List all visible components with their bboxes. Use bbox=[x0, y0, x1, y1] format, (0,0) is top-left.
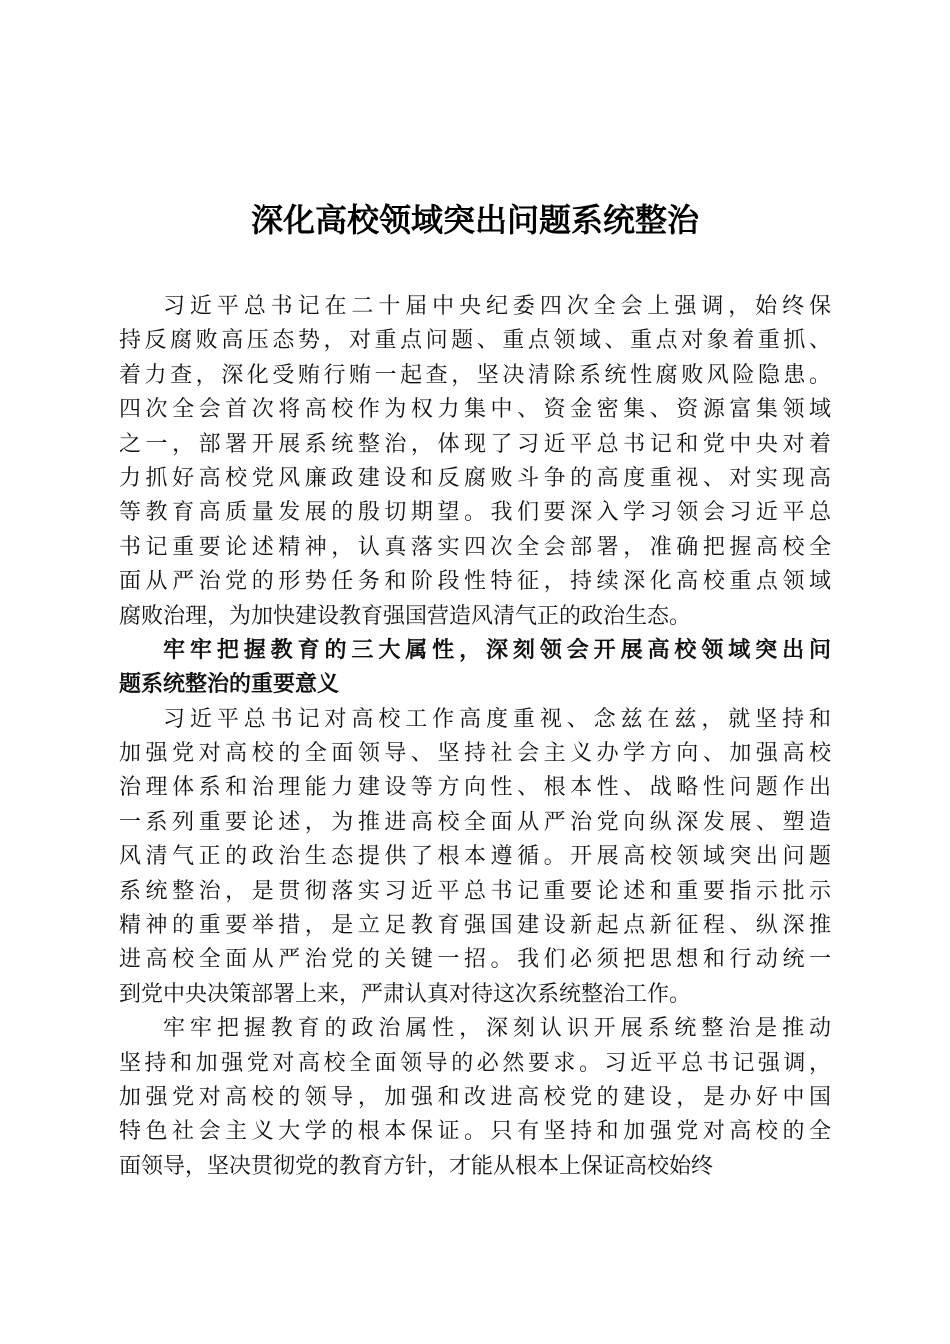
text-line: 治理体系和治理能力建设等方向性、根本性、战略性问题作出 bbox=[119, 775, 831, 801]
body-paragraph bbox=[119, 290, 831, 634]
text-line: 习近平总书记对高校工作高度重视、念兹在兹，就坚持和 bbox=[163, 706, 831, 732]
text-line: 进高校全面从严治党的关键一招。我们必须把思想和行动统一 bbox=[119, 947, 831, 973]
text-line: 风清气正的政治生态提供了根本遵循。开展高校领域突出问题 bbox=[119, 844, 831, 870]
body-paragraph bbox=[119, 703, 831, 1013]
document-body bbox=[119, 290, 831, 1184]
document-title: 深化高校领域突出问题系统整治 bbox=[250, 201, 699, 239]
text-line: 加强党对高校的全面领导、坚持社会主义办学方向、加强高校 bbox=[119, 741, 831, 767]
text-line: 等教育高质量发展的殷切期望。我们要深入学习领会习近平总 bbox=[119, 500, 831, 526]
text-line: 持反腐败高压态势，对重点问题、重点领域、重点对象着重抓、 bbox=[119, 328, 831, 354]
text-line: 着力查，深化受贿行贿一起查，坚决清除系统性腐败风险隐患。 bbox=[119, 362, 831, 388]
text-line: 牢牢把握教育的三大属性，深刻领会开展高校领域突出问 bbox=[163, 637, 831, 663]
text-line: 坚持和加强党对高校全面领导的必然要求。习近平总书记强调， bbox=[119, 1050, 831, 1076]
text-line: 四次全会首次将高校作为权力集中、资金密集、资源富集领域 bbox=[119, 397, 831, 423]
text-line: 牢牢把握教育的政治属性，深刻认识开展系统整治是推动 bbox=[163, 1016, 831, 1042]
text-line: 题系统整治的重要意义 bbox=[119, 672, 340, 698]
text-line: 腐败治理，为加快建设教育强国营造风清气正的政治生态。 bbox=[119, 603, 692, 629]
section-heading bbox=[119, 634, 831, 703]
text-line: 到党中央决策部署上来，严肃认真对待这次系统整治工作。 bbox=[119, 981, 692, 1007]
body-paragraph bbox=[119, 1012, 831, 1184]
text-line: 习近平总书记在二十届中央纪委四次全会上强调，始终保 bbox=[163, 294, 831, 319]
text-line: 力抓好高校党风廉政建设和反腐败斗争的高度重视、对实现高 bbox=[119, 465, 831, 491]
text-line: 面领导，坚决贯彻党的教育方针，才能从根本上保证高校始终 bbox=[119, 1153, 714, 1179]
text-line: 系统整治，是贯彻落实习近平总书记重要论述和重要指示批示 bbox=[119, 878, 831, 904]
text-line: 一系列重要论述，为推进高校全面从严治党向纵深发展、塑造 bbox=[119, 809, 831, 835]
text-line: 特色社会主义大学的根本保证。只有坚持和加强党对高校的全 bbox=[119, 1119, 831, 1145]
text-line: 书记重要论述精神，认真落实四次全会部署，准确把握高校全 bbox=[119, 534, 831, 560]
text-line: 面从严治党的形势任务和阶段性特征，持续深化高校重点领域 bbox=[119, 569, 831, 595]
text-line: 加强党对高校的领导，加强和改进高校党的建设，是办好中国 bbox=[119, 1084, 831, 1110]
text-line: 之一，部署开展系统整治，体现了习近平总书记和党中央对着 bbox=[119, 431, 831, 457]
text-line: 精神的重要举措，是立足教育强国建设新起点新征程、纵深推 bbox=[119, 913, 831, 939]
